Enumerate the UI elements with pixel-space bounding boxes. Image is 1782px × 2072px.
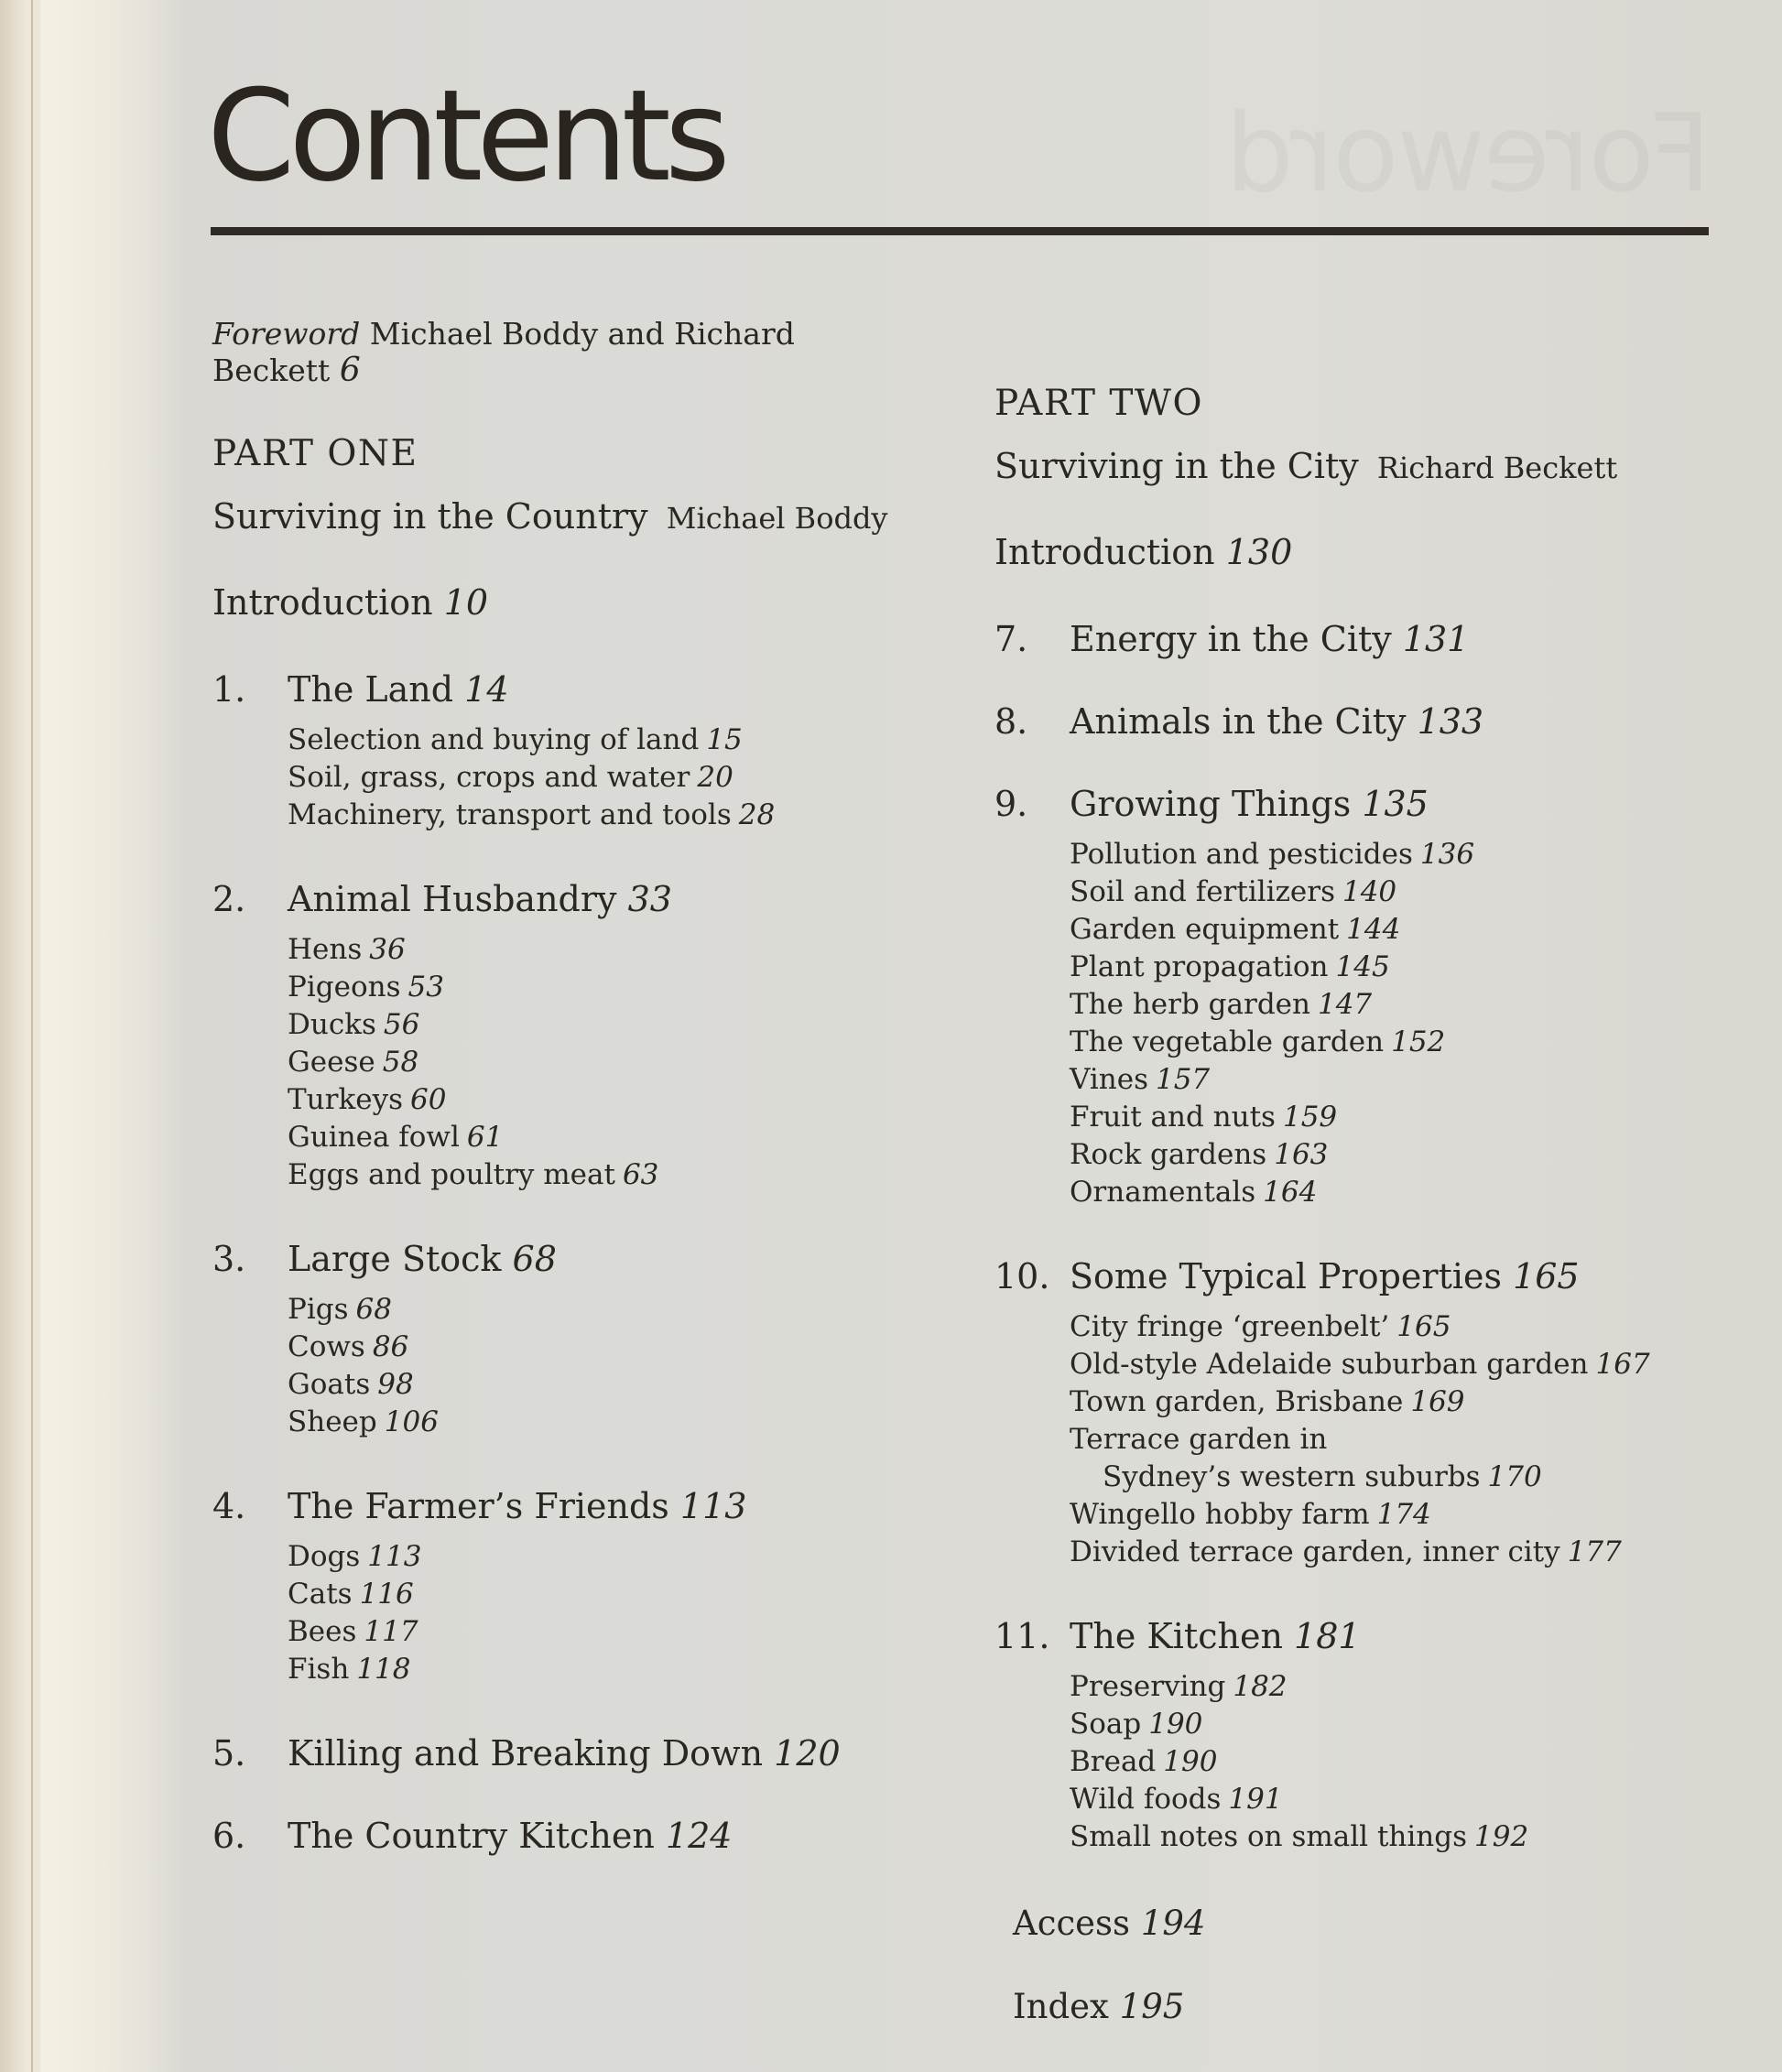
section-item bbox=[1070, 1061, 1755, 1099]
section-page: 190 bbox=[1163, 1745, 1218, 1778]
section-title: Plant propagation bbox=[1070, 950, 1329, 983]
section-page: 147 bbox=[1317, 988, 1373, 1021]
section-title: Fish bbox=[288, 1653, 350, 1686]
section-title: Pollution and pesticides bbox=[1070, 838, 1413, 871]
chapter-number: 1. bbox=[212, 669, 246, 710]
book-gutter bbox=[0, 0, 40, 2072]
section-page: 152 bbox=[1391, 1025, 1446, 1058]
chapter-number: 9. bbox=[994, 784, 1028, 824]
part-two-chapters bbox=[994, 619, 1755, 1856]
section-page: 190 bbox=[1148, 1708, 1203, 1741]
section-title: Small notes on small things bbox=[1070, 1820, 1467, 1853]
section-page: 20 bbox=[697, 761, 733, 794]
section-item bbox=[288, 1404, 908, 1441]
section-page: 174 bbox=[1376, 1498, 1431, 1531]
chapter-page: 135 bbox=[1362, 784, 1429, 824]
section-title: Soap bbox=[1070, 1708, 1142, 1741]
section-title: Rock gardens bbox=[1070, 1138, 1267, 1171]
chapter-heading bbox=[994, 619, 1755, 659]
section-item bbox=[1070, 1099, 1755, 1136]
chapter-page: 124 bbox=[665, 1816, 733, 1856]
section-item bbox=[288, 931, 908, 969]
chapter-entry bbox=[994, 1616, 1755, 1856]
chapter-number: 11. bbox=[994, 1616, 1050, 1656]
chapter-title: Some Typical Properties bbox=[1070, 1256, 1502, 1296]
access-entry bbox=[1013, 1904, 1755, 1943]
section-page: 28 bbox=[738, 798, 776, 831]
foreword-entry bbox=[212, 316, 908, 389]
part-two-author: Richard Beckett bbox=[1376, 450, 1618, 485]
chapter-entry bbox=[212, 1816, 908, 1856]
section-page: 68 bbox=[355, 1293, 392, 1326]
chapter-title-line bbox=[1070, 1256, 1580, 1296]
section-item bbox=[288, 1081, 908, 1119]
section-page: 58 bbox=[382, 1046, 419, 1079]
index-entry bbox=[1013, 1987, 1755, 2026]
chapter-entry bbox=[994, 619, 1755, 659]
section-list bbox=[1070, 836, 1755, 1211]
chapter-page: 33 bbox=[627, 879, 672, 919]
section-title: Hens bbox=[288, 933, 363, 966]
section-title: Geese bbox=[288, 1046, 375, 1079]
section-list bbox=[1070, 1668, 1755, 1856]
section-item bbox=[288, 759, 908, 797]
section-item bbox=[1070, 1496, 1755, 1534]
section-title-cont: Sydney’s western suburbs bbox=[1103, 1460, 1481, 1493]
section-title: Pigs bbox=[288, 1293, 349, 1326]
chapter-page: 133 bbox=[1417, 701, 1484, 742]
section-title: Pigeons bbox=[288, 971, 401, 1003]
section-page: 60 bbox=[410, 1083, 447, 1116]
section-title: Sheep bbox=[288, 1405, 377, 1438]
chapter-heading bbox=[212, 1733, 908, 1774]
section-item bbox=[1070, 986, 1755, 1024]
part-two-introduction bbox=[994, 532, 1755, 572]
foreword-label: Foreword bbox=[212, 316, 361, 352]
section-page: 157 bbox=[1155, 1063, 1211, 1096]
section-item bbox=[288, 1006, 908, 1044]
section-page: 56 bbox=[383, 1008, 420, 1041]
section-item bbox=[1070, 836, 1755, 873]
chapter-number: 7. bbox=[994, 619, 1028, 659]
chapter-title: Energy in the City bbox=[1070, 619, 1392, 659]
chapter-title-line bbox=[288, 1816, 733, 1856]
chapter-heading bbox=[994, 1256, 1755, 1296]
chapter-page: 68 bbox=[512, 1239, 557, 1279]
section-title: Cows bbox=[288, 1330, 365, 1363]
section-item bbox=[1070, 1346, 1755, 1383]
part-two-subtitle bbox=[994, 446, 1755, 486]
section-page: 98 bbox=[377, 1368, 414, 1401]
section-title: Old-style Adelaide suburban garden bbox=[1070, 1348, 1589, 1381]
section-item bbox=[288, 721, 908, 759]
intro-label: Introduction bbox=[212, 582, 433, 623]
section-list bbox=[288, 1291, 908, 1441]
section-title: City fringe ‘greenbelt’ bbox=[1070, 1310, 1390, 1343]
section-list bbox=[1070, 1308, 1755, 1571]
section-item bbox=[288, 1119, 908, 1156]
chapter-heading bbox=[212, 669, 908, 710]
chapter-number: 3. bbox=[212, 1239, 246, 1279]
chapter-title-line bbox=[1070, 784, 1429, 824]
chapter-entry bbox=[994, 701, 1755, 742]
chapter-title-line bbox=[288, 669, 509, 710]
section-item bbox=[1070, 911, 1755, 949]
chapter-title-line bbox=[288, 879, 672, 919]
section-list bbox=[288, 1538, 908, 1688]
section-title: Goats bbox=[288, 1368, 371, 1401]
section-title: Wild foods bbox=[1070, 1783, 1222, 1816]
access-label: Access bbox=[1013, 1904, 1131, 1943]
chapter-page: 14 bbox=[464, 669, 509, 710]
part-one-author: Michael Boddy bbox=[666, 501, 888, 536]
section-page: 140 bbox=[1342, 875, 1397, 908]
section-page: 113 bbox=[367, 1540, 422, 1573]
intro-label: Introduction bbox=[994, 532, 1215, 572]
section-page: 145 bbox=[1335, 950, 1390, 983]
section-title: Terrace garden in bbox=[1070, 1423, 1328, 1456]
section-page: 136 bbox=[1419, 838, 1475, 871]
section-item bbox=[288, 1651, 908, 1688]
section-page: 61 bbox=[466, 1121, 504, 1154]
index-label: Index bbox=[1013, 1987, 1109, 2026]
section-item bbox=[288, 1366, 908, 1404]
chapter-number: 6. bbox=[212, 1816, 246, 1856]
section-title: Soil, grass, crops and water bbox=[288, 761, 690, 794]
section-title: Town garden, Brisbane bbox=[1070, 1385, 1404, 1418]
section-title: Guinea fowl bbox=[288, 1121, 460, 1154]
show-through-text: Foreword bbox=[1227, 90, 1711, 216]
chapter-title-line bbox=[288, 1486, 747, 1526]
chapter-number: 10. bbox=[994, 1256, 1050, 1296]
section-page: 144 bbox=[1346, 913, 1401, 946]
section-title: Machinery, transport and tools bbox=[288, 798, 732, 831]
section-item bbox=[288, 797, 908, 834]
section-item bbox=[1070, 1668, 1755, 1706]
chapter-title: Large Stock bbox=[288, 1239, 502, 1279]
chapter-number: 8. bbox=[994, 701, 1028, 742]
section-page: 86 bbox=[372, 1330, 409, 1363]
section-title: Divided terrace garden, inner city bbox=[1070, 1535, 1560, 1568]
chapter-title: Animal Husbandry bbox=[288, 879, 617, 919]
section-item bbox=[1070, 1024, 1755, 1061]
section-item bbox=[1070, 1743, 1755, 1781]
section-title: Bread bbox=[1070, 1745, 1157, 1778]
section-item bbox=[288, 969, 908, 1006]
section-page: 169 bbox=[1410, 1385, 1465, 1418]
index-page: 195 bbox=[1119, 1987, 1185, 2026]
page-shadow bbox=[40, 0, 187, 2072]
section-list bbox=[288, 931, 908, 1194]
section-item bbox=[1070, 873, 1755, 911]
section-page: 15 bbox=[706, 723, 743, 756]
section-page: 191 bbox=[1228, 1783, 1283, 1816]
section-item bbox=[1070, 1383, 1755, 1421]
foreword-authors: Michael Boddy and Richard Beckett bbox=[212, 316, 795, 388]
chapter-title-line bbox=[1070, 1616, 1361, 1656]
section-page: 163 bbox=[1274, 1138, 1329, 1171]
chapter-heading bbox=[212, 1239, 908, 1279]
chapter-number: 5. bbox=[212, 1733, 246, 1774]
section-title: The herb garden bbox=[1070, 988, 1310, 1021]
chapter-entry bbox=[212, 879, 908, 1194]
part-one-chapters bbox=[212, 669, 908, 1856]
section-page: 63 bbox=[622, 1158, 659, 1191]
section-item bbox=[288, 1576, 908, 1613]
section-page: 106 bbox=[384, 1405, 439, 1438]
chapter-title-line bbox=[1070, 619, 1470, 659]
chapter-title-line bbox=[1070, 701, 1484, 742]
section-title: Ornamentals bbox=[1070, 1176, 1256, 1209]
section-title: The vegetable garden bbox=[1070, 1025, 1385, 1058]
section-page: 164 bbox=[1263, 1176, 1318, 1209]
chapter-title: The Farmer’s Friends bbox=[288, 1486, 669, 1526]
part-one-subtitle bbox=[212, 496, 908, 537]
section-page: 167 bbox=[1595, 1348, 1650, 1381]
section-item bbox=[1070, 1534, 1755, 1571]
section-title: Wingello hobby farm bbox=[1070, 1498, 1370, 1531]
section-title: Dogs bbox=[288, 1540, 361, 1573]
section-title: Eggs and poultry meat bbox=[288, 1158, 615, 1191]
chapter-heading bbox=[994, 701, 1755, 742]
section-item bbox=[288, 1156, 908, 1194]
chapter-heading bbox=[212, 879, 908, 919]
chapter-entry bbox=[212, 669, 908, 834]
section-page: 170 bbox=[1487, 1460, 1542, 1493]
section-page: 117 bbox=[364, 1615, 418, 1648]
chapter-title: The Kitchen bbox=[1070, 1616, 1283, 1656]
part-one-heading: PART ONE bbox=[212, 433, 418, 474]
access-page: 194 bbox=[1140, 1904, 1206, 1943]
chapter-number: 4. bbox=[212, 1486, 246, 1526]
section-item bbox=[1070, 1706, 1755, 1743]
chapter-page: 120 bbox=[774, 1733, 841, 1774]
part-two-column bbox=[994, 383, 1755, 2070]
chapter-page: 181 bbox=[1294, 1616, 1361, 1656]
chapter-entry bbox=[994, 786, 1755, 1211]
chapter-title-line bbox=[288, 1733, 841, 1774]
title-rule bbox=[211, 227, 1709, 235]
section-title: Preserving bbox=[1070, 1670, 1226, 1703]
section-page: 36 bbox=[369, 933, 406, 966]
section-title: Turkeys bbox=[288, 1083, 404, 1116]
section-title: Selection and buying of land bbox=[288, 723, 700, 756]
section-item bbox=[288, 1291, 908, 1329]
chapter-heading bbox=[994, 784, 1755, 824]
chapter-title: The Land bbox=[288, 669, 454, 710]
section-page: 118 bbox=[356, 1653, 411, 1686]
section-item bbox=[1070, 949, 1755, 986]
intro-page: 10 bbox=[443, 582, 489, 623]
part-one-column bbox=[212, 316, 908, 1901]
chapter-title-line bbox=[288, 1239, 557, 1279]
chapter-entry bbox=[212, 1486, 908, 1688]
page-title: Contents bbox=[207, 62, 724, 210]
part-one-introduction bbox=[212, 582, 908, 623]
chapter-title: Growing Things bbox=[1070, 784, 1352, 824]
chapter-heading bbox=[212, 1486, 908, 1526]
chapter-page: 165 bbox=[1513, 1256, 1580, 1296]
section-page: 159 bbox=[1282, 1101, 1338, 1134]
section-title: Soil and fertilizers bbox=[1070, 875, 1335, 908]
section-page: 182 bbox=[1233, 1670, 1288, 1703]
part-one-subtitle-text: Surviving in the Country bbox=[212, 496, 648, 537]
chapter-title: Animals in the City bbox=[1070, 701, 1407, 742]
section-item bbox=[1070, 1421, 1755, 1496]
section-page: 192 bbox=[1474, 1820, 1529, 1853]
section-item bbox=[1070, 1308, 1755, 1346]
section-page: 177 bbox=[1567, 1535, 1622, 1568]
section-item bbox=[288, 1613, 908, 1651]
section-item bbox=[288, 1044, 908, 1081]
section-page: 116 bbox=[359, 1578, 414, 1611]
chapter-heading bbox=[212, 1816, 908, 1856]
foreword-page: 6 bbox=[339, 352, 361, 389]
chapter-entry bbox=[212, 1733, 908, 1774]
chapter-entry bbox=[994, 1256, 1755, 1571]
section-title: Fruit and nuts bbox=[1070, 1101, 1276, 1134]
chapter-title: The Country Kitchen bbox=[288, 1816, 655, 1856]
chapter-page: 131 bbox=[1402, 619, 1470, 659]
section-item bbox=[288, 1329, 908, 1366]
section-item bbox=[1070, 1136, 1755, 1174]
section-page: 53 bbox=[407, 971, 444, 1003]
section-item bbox=[288, 1538, 908, 1576]
section-title: Garden equipment bbox=[1070, 913, 1340, 946]
section-title: Ducks bbox=[288, 1008, 376, 1041]
chapter-number: 2. bbox=[212, 879, 246, 919]
section-title-continued bbox=[1070, 1459, 1755, 1496]
section-list bbox=[288, 721, 908, 834]
section-page: 165 bbox=[1396, 1310, 1451, 1343]
section-title: Bees bbox=[288, 1615, 357, 1648]
section-title: Vines bbox=[1070, 1063, 1148, 1096]
chapter-heading bbox=[994, 1616, 1755, 1656]
chapter-page: 113 bbox=[679, 1486, 747, 1526]
chapter-title: Killing and Breaking Down bbox=[288, 1733, 764, 1774]
intro-page: 130 bbox=[1225, 532, 1293, 572]
part-two-heading: PART TWO bbox=[994, 383, 1203, 424]
section-item bbox=[1070, 1174, 1755, 1211]
section-item bbox=[1070, 1781, 1755, 1818]
chapter-entry bbox=[212, 1239, 908, 1441]
part-two-subtitle-text: Surviving in the City bbox=[994, 446, 1359, 486]
section-item bbox=[1070, 1818, 1755, 1856]
section-title: Cats bbox=[288, 1578, 353, 1611]
